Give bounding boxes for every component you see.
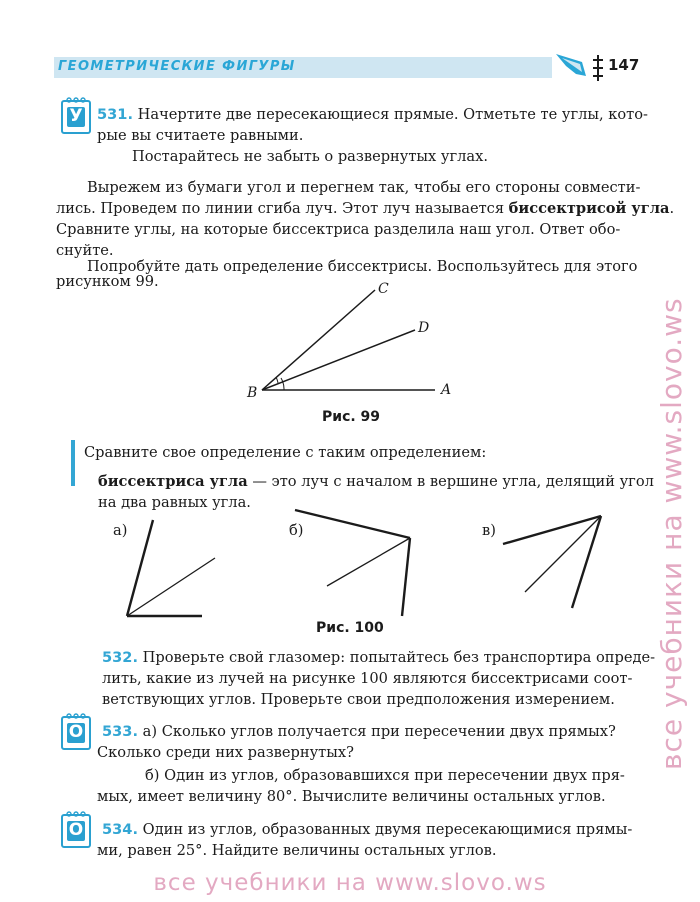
task-534-line-1	[102, 819, 632, 840]
caption-fig-100: Рис. 100	[316, 620, 384, 636]
label-A: A	[441, 382, 452, 398]
task-text: а) Сколько углов получается при пересечении двух прямых?	[142, 723, 616, 740]
figure-100	[120, 510, 620, 620]
icon-letter: О	[68, 820, 84, 840]
angle-arc-lower	[281, 378, 284, 390]
task-text: Начертите две пересекающиеся прямые. Отметьте те углы, кото-	[137, 106, 648, 123]
task-text: Один из углов, образованных двумя пересекающимися прямы-	[142, 821, 633, 838]
task-type-icon	[61, 100, 91, 134]
task-type-icon	[61, 814, 91, 848]
arrow-icon	[556, 52, 592, 82]
chapter-title: ГЕОМЕТРИЧЕСКИЕ ФИГУРЫ	[58, 59, 296, 74]
body-text: .	[669, 200, 675, 217]
icon-letter: О	[68, 722, 84, 742]
task-number: 531.	[97, 106, 134, 123]
icon-letter: У	[69, 106, 83, 126]
page-number: 147	[608, 56, 640, 74]
task-531-line-2: рые вы считаете равными.	[97, 127, 304, 144]
definition-term: биссектриса угла	[98, 473, 248, 490]
body-p1-line-2	[56, 198, 674, 219]
definition-intro: Сравните свое определение с таким определением:	[84, 444, 487, 461]
task-534-line-2: ми, равен 25°. Найдите величины остальных углов.	[97, 842, 497, 859]
figure-99	[240, 280, 470, 400]
label-C: C	[378, 281, 389, 297]
body-text: лись. Проведем по линии сгиба луч. Этот луч называется	[56, 200, 509, 217]
body-p1-line-4: снуйте.	[56, 242, 114, 259]
fig-100-label-b: б)	[289, 522, 304, 539]
ray-BC	[262, 290, 375, 390]
task-533-line-1	[102, 721, 616, 742]
watermark-bottom: все учебники на www.slovo.ws	[153, 870, 547, 896]
watermark-side: все учебники на www.slovo.ws	[655, 297, 688, 770]
body-p1-line-1: Вырежем из бумаги угол и перегнем так, чтобы его стороны совмести-	[87, 179, 641, 196]
body-p2-line-2: рисунком 99.	[56, 273, 159, 290]
task-532-line-1	[102, 647, 655, 668]
tick-marks-icon	[592, 55, 604, 81]
caption-fig-99: Рис. 99	[322, 409, 381, 425]
body-p2-line-1: Попробуйте дать определение биссектрисы. Воспользуйтесь для этого	[87, 258, 638, 275]
fig-100-label-a: а)	[113, 522, 128, 539]
task-532-line-2: лить, какие из лучей на рисунке 100 являются биссектрисами соот-	[102, 670, 633, 687]
task-531-line-3: Постарайтесь не забыть о развернутых углах.	[132, 148, 488, 165]
fig-100-label-c: в)	[482, 522, 496, 539]
label-B: B	[247, 385, 258, 401]
definition-line-2: на два равных угла.	[98, 494, 251, 511]
task-533-line-3: б) Один из углов, образовавшихся при пересечении двух пря-	[145, 767, 625, 784]
angle-b-side-1	[295, 510, 410, 538]
task-531-line-1	[97, 104, 648, 125]
angle-b-side-2	[402, 538, 410, 616]
definition-text: — это луч с началом в вершине угла, делящий угол	[247, 473, 654, 490]
task-number: 534.	[102, 821, 139, 838]
angle-arc-upper	[276, 377, 278, 383]
task-number: 532.	[102, 649, 139, 666]
task-532-line-3: ветствующих углов. Проверьте свои предположения измерением.	[102, 691, 615, 708]
body-p1-line-3: Сравните углы, на которые биссектриса разделила наш угол. Ответ обо-	[56, 221, 621, 238]
task-533-line-4: мых, имеет величину 80°. Вычислите величины остальных углов.	[97, 788, 606, 805]
task-text: Проверьте свой глазомер: попытайтесь без транспортира опреде-	[142, 649, 656, 666]
term-bisector: биссектрисой угла	[508, 200, 670, 217]
task-type-icon	[61, 716, 91, 750]
definition-marker	[71, 440, 75, 486]
ray-BD	[262, 330, 415, 390]
angle-b-ray	[327, 538, 410, 586]
task-533-line-2: Сколько среди них развернутых?	[97, 744, 354, 761]
task-number: 533.	[102, 723, 139, 740]
label-D: D	[418, 320, 430, 336]
definition-line-1	[98, 471, 654, 492]
